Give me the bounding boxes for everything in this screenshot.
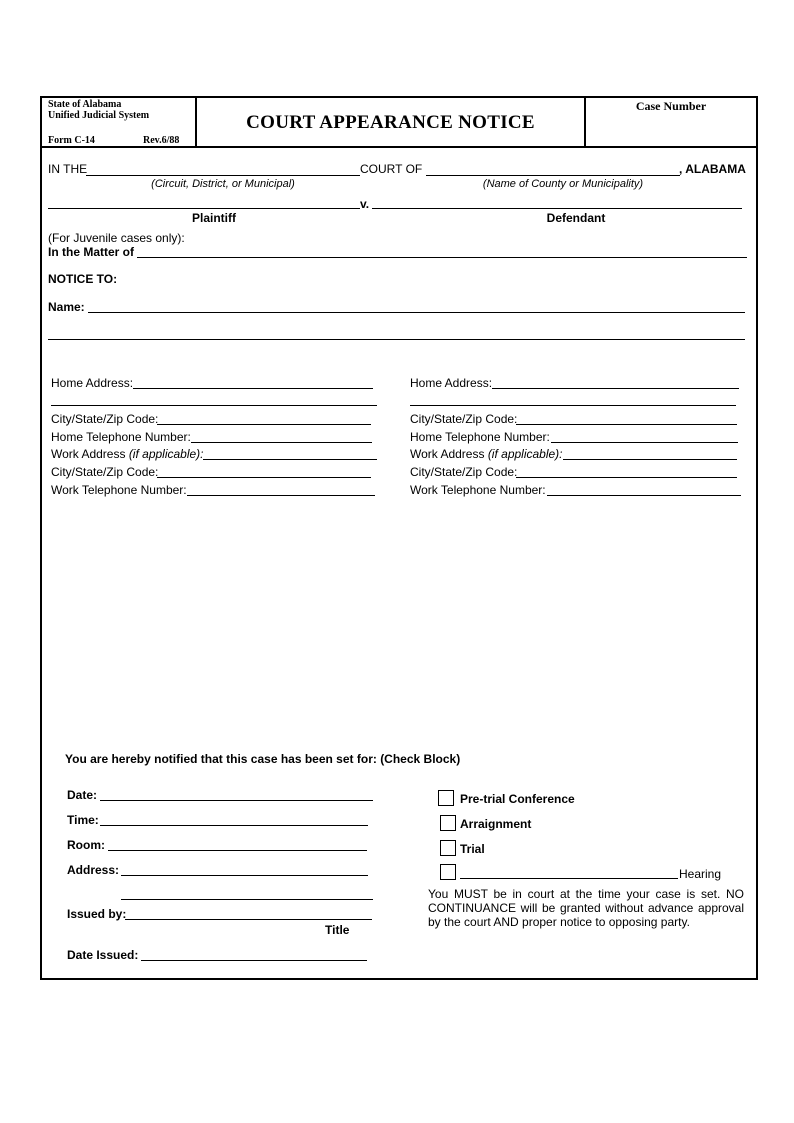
left-home-phone-field[interactable] bbox=[191, 442, 372, 443]
plaintiff-label: Plaintiff bbox=[192, 211, 236, 225]
plaintiff-field[interactable] bbox=[48, 208, 360, 209]
court-of-label: COURT OF bbox=[360, 162, 423, 176]
page-title: COURT APPEARANCE NOTICE bbox=[246, 112, 535, 133]
left-work-address-field[interactable] bbox=[203, 459, 377, 460]
county-field[interactable] bbox=[426, 175, 680, 176]
arraignment-label: Arraignment bbox=[460, 817, 532, 831]
right-work-city-label: City/State/Zip Code: bbox=[410, 465, 518, 479]
name-label: Name: bbox=[48, 300, 85, 314]
address-label: Address: bbox=[67, 863, 120, 877]
date-issued-field[interactable] bbox=[141, 960, 367, 961]
right-home-address-field[interactable] bbox=[492, 388, 739, 389]
continuance-warning: You MUST be in court at the time your case is set. NO CONTINUANCE will be granted without advance approval by the court AND proper notice to opposing party. bbox=[428, 887, 744, 929]
form-revision: Rev.6/88 bbox=[143, 135, 180, 146]
name-field[interactable] bbox=[88, 312, 745, 313]
room-label: Room: bbox=[67, 838, 105, 852]
county-hint: (Name of County or Municipality) bbox=[482, 178, 644, 190]
left-work-city-field[interactable] bbox=[157, 477, 371, 478]
arraignment-checkbox[interactable] bbox=[440, 815, 456, 831]
name-field-line-2[interactable] bbox=[48, 339, 745, 340]
right-work-phone-field[interactable] bbox=[547, 495, 741, 496]
right-city-label: City/State/Zip Code: bbox=[410, 412, 518, 426]
right-home-phone-field[interactable] bbox=[551, 442, 738, 443]
case-number-field[interactable] bbox=[590, 116, 752, 144]
hearing-label: Hearing bbox=[679, 867, 722, 881]
time-label: Time: bbox=[67, 813, 99, 827]
agency-line-1: State of Alabama bbox=[48, 99, 122, 110]
issued-by-field[interactable] bbox=[125, 919, 372, 920]
case-number-label: Case Number bbox=[635, 99, 707, 113]
right-home-address-label: Home Address: bbox=[410, 376, 493, 390]
pretrial-label: Pre-trial Conference bbox=[460, 792, 575, 806]
notified-text: You are hereby notified that this case has been set for: (Check Block) bbox=[65, 752, 461, 766]
time-field[interactable] bbox=[100, 825, 368, 826]
juvenile-note: (For Juvenile cases only): bbox=[48, 231, 185, 245]
left-home-address-field[interactable] bbox=[133, 388, 373, 389]
court-type-hint: (Circuit, District, or Municipal) bbox=[151, 178, 295, 190]
hearing-address-line-2[interactable] bbox=[121, 899, 373, 900]
right-home-address-line-2[interactable] bbox=[410, 405, 736, 406]
left-work-phone-label: Work Telephone Number: bbox=[51, 483, 187, 497]
right-home-phone-label: Home Telephone Number: bbox=[410, 430, 550, 444]
date-field[interactable] bbox=[100, 800, 373, 801]
trial-label: Trial bbox=[460, 842, 485, 856]
hearing-type-field[interactable] bbox=[460, 878, 678, 879]
matter-label: In the Matter of bbox=[48, 245, 134, 259]
right-work-city-field[interactable] bbox=[516, 477, 737, 478]
alabama-label: , ALABAMA bbox=[679, 162, 746, 176]
right-work-address-label: Work Address (if applicable): bbox=[410, 447, 563, 461]
left-work-city-label: City/State/Zip Code: bbox=[51, 465, 159, 479]
agency-line-2: Unified Judicial System bbox=[48, 110, 150, 121]
court-type-field[interactable] bbox=[86, 175, 360, 176]
right-city-field[interactable] bbox=[516, 424, 737, 425]
issued-by-label: Issued by: bbox=[67, 907, 127, 921]
hearing-checkbox[interactable] bbox=[440, 864, 456, 880]
date-label: Date: bbox=[67, 788, 98, 802]
title-label: Title bbox=[325, 923, 350, 937]
trial-checkbox[interactable] bbox=[440, 840, 456, 856]
left-home-address-label: Home Address: bbox=[51, 376, 134, 390]
left-home-address-line-2[interactable] bbox=[51, 405, 377, 406]
left-work-address-label: Work Address (if applicable): bbox=[51, 447, 204, 461]
in-the-label: IN THE bbox=[48, 162, 88, 176]
form-number: Form C-14 bbox=[48, 135, 95, 146]
matter-field[interactable] bbox=[137, 257, 747, 258]
defendant-label: Defendant bbox=[546, 211, 606, 225]
versus-label: v. bbox=[360, 197, 370, 211]
pretrial-checkbox[interactable] bbox=[438, 790, 454, 806]
defendant-field[interactable] bbox=[372, 208, 742, 209]
right-work-phone-label: Work Telephone Number: bbox=[410, 483, 546, 497]
left-home-phone-label: Home Telephone Number: bbox=[51, 430, 191, 444]
room-field[interactable] bbox=[108, 850, 367, 851]
left-city-field[interactable] bbox=[157, 424, 371, 425]
left-city-label: City/State/Zip Code: bbox=[51, 412, 159, 426]
hearing-address-field[interactable] bbox=[121, 875, 368, 876]
form-frame bbox=[40, 96, 758, 980]
left-work-phone-field[interactable] bbox=[187, 495, 375, 496]
right-work-address-field[interactable] bbox=[563, 459, 737, 460]
date-issued-label: Date Issued: bbox=[67, 948, 139, 962]
notice-to-label: NOTICE TO: bbox=[48, 272, 118, 286]
